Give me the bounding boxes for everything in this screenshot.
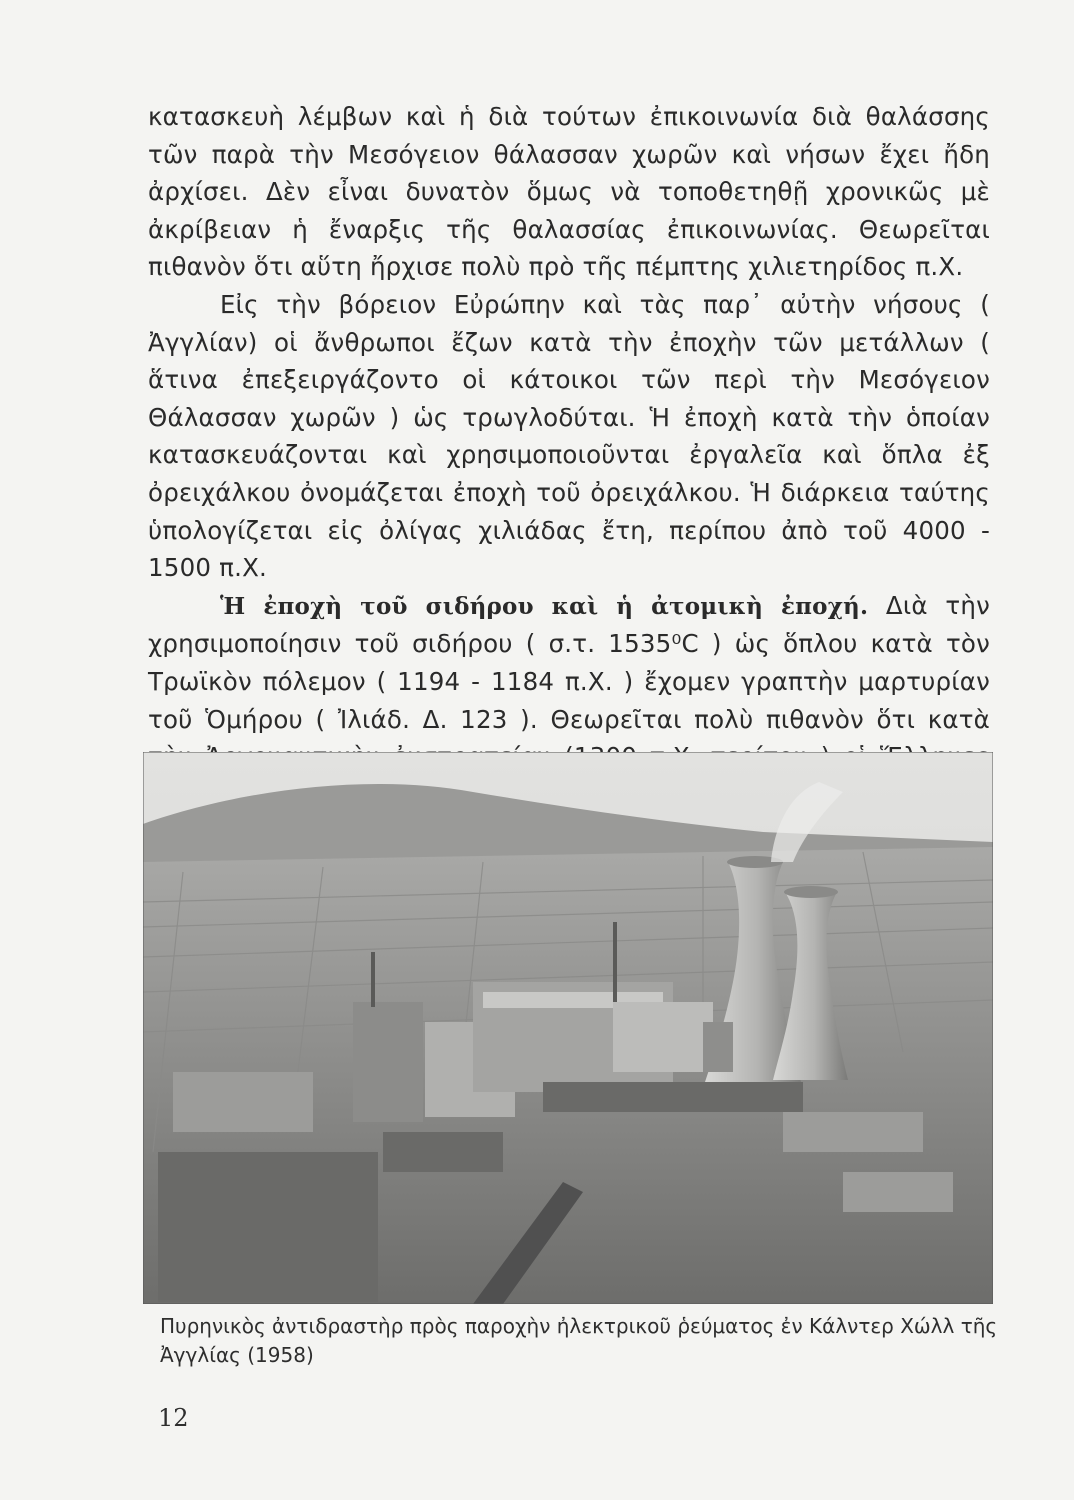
page-number: 12 <box>158 1404 189 1432</box>
paragraph-iron-age-body: Διὰ τὴν χρησιμοποίησιν τοῦ σιδήρου ( σ.τ. 1535⁰C ) ὡς ὅπλου κατὰ τὸν Τρωϊκὸν πόλεμον ( 1194 - 1184 π.Χ. ) ἔχομεν γραπτὴν μαρτυρίαν τοῦ Ὁμήρου ( Ἰλιάδ. Δ. 123 ). Θεωρεῖται πολὺ πιθανὸν ὅτι κατὰ <box>148 590 990 734</box>
photo-caption: Πυρηνικὸς ἀντιδραστὴρ πρὸς παροχὴν ἠλεκτρικοῦ ῥεύματος ἐν Κάλντερ Χώλλ τῆς Ἀγγλίας (1958) <box>160 1314 998 1367</box>
paragraph-sea-communication: κατασκευὴ λέμβων καὶ ἡ διὰ τούτων ἐπικοινωνία διὰ θαλάσσης τῶν παρὰ τὴν Μεσόγειον θάλασσαν χωρῶν καὶ νήσων ἔχει ἤδη ἀρχίσει. Δὲν εἶναι δυνατὸν ὅμως νὰ τοποθετηθῇ χρονικῶς μὲ ἀκρίβειαν ἡ ἔναρξις τῆς θαλασσίας ἐπικοινωνίας. Θεωρεῖται πιθανὸν ὅτι αὕτη ἤρχισε πολὺ πρὸ τῆς πέμπτης χιλιετηρίδος π.Χ. <box>148 102 990 282</box>
nuclear-reactor-photo <box>143 752 993 1304</box>
section-heading-iron-age: Ἡ ἐποχὴ τοῦ σιδήρου καὶ ἡ ἀτομικὴ ἐποχή. <box>220 592 869 620</box>
paragraph-bronze-age: Εἰς τὴν βόρειον Εὐρώπην καὶ τὰς παρ᾽ αὐτὴν νήσους ( Ἀγγλίαν) οἱ ἄνθρωποι ἔζων κατὰ τὴν ἐποχὴν τῶν μετάλλων ( ἅτινα ἐπεξειργάζοντο οἱ κάτοικοι τῶν περὶ τὴν Μεσόγειον Θάλασσαν χωρῶν ) ὡς τρωγλοδύται. Ἡ ἐποχὴ κατὰ τὴν ὁποίαν κατασκευάζονται καὶ χρησιμοποιοῦνται ἐργαλεῖα καὶ ὅπλα ἐξ ὀρειχάλκου ὀνομάζεται ἐποχὴ τοῦ ὀρειχάλκου. Ἡ διάρκεια ταύτης ὑπολογίζεται εἰς ὀλίγας χιλιάδας ἔτη, περίπου ἀπὸ τοῦ 4000 - 1500 π.Χ. <box>148 289 990 583</box>
body-text <box>148 98 990 851</box>
